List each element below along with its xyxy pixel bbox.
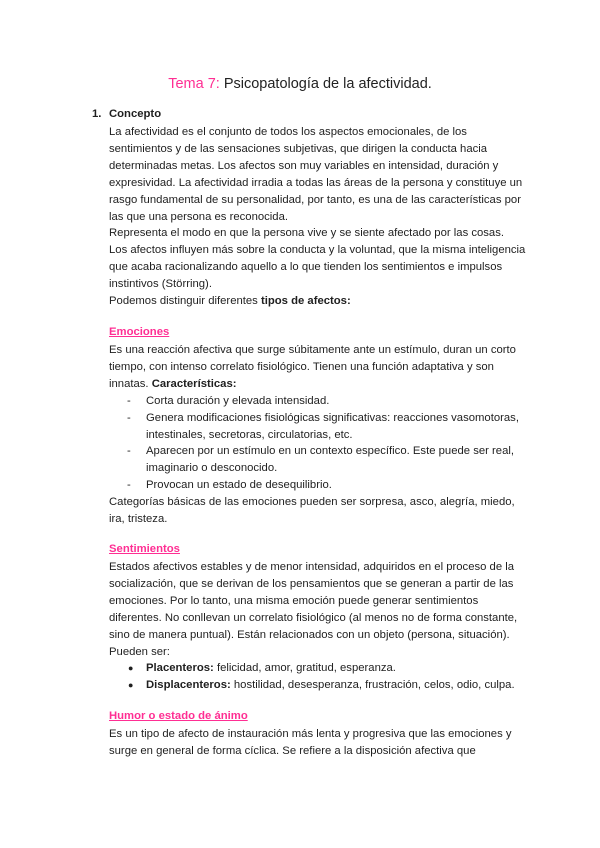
dash-marker: - [127, 394, 131, 407]
emociones-body [109, 342, 529, 528]
emociones-intro [109, 342, 529, 393]
dash-marker: - [127, 445, 131, 458]
concepto-paragraph-3: Los afectos influyen más sobre la conducta y la voluntad, que la misma inteligencia que acaba racionalizando aquello a lo que tienden los sentimientos e impulsos instintivos (Störring). [109, 244, 526, 291]
concepto-paragraph-2: Representa el modo en que la persona vive y se siente afectado por las cosas. [109, 227, 504, 240]
list-item-text: Corta duración y elevada intensidad. [146, 394, 330, 407]
list-item [109, 393, 529, 410]
list-item [109, 477, 529, 494]
list-item-text: Genera modificaciones fisiológicas significativas: reacciones vasomotoras, intestinales, secretoras, circulatorias, etc. [146, 411, 519, 441]
dash-marker: - [127, 411, 131, 424]
humor-heading: Humor o estado de ánimo [109, 710, 248, 722]
caracteristicas-label: Características: [151, 377, 237, 390]
emociones-list [109, 393, 529, 494]
emociones-heading: Emociones [109, 326, 170, 338]
section-heading: Concepto [109, 108, 162, 120]
list-item [109, 660, 529, 677]
bullet-dot-icon: ● [128, 663, 134, 674]
sentimientos-intro: Estados afectivos estables y de menor intensidad, adquiridos en el proceso de la socialización, que se derivan de los pensamientos que se generan a partir de las emociones. Por lo tanto, una misma emoción puede generar sentimientos diferentes. No conllevan un correlato fisiológico (al menos no de forma constante, sino de manera puntual). Están relacionados con un objeto (persona, situación). Pueden ser: [109, 561, 518, 658]
bullet-dot-icon: ● [128, 680, 134, 691]
list-item-text: Provocan un estado de desequilibrio. [146, 479, 332, 492]
list-item [109, 410, 529, 444]
page-title [0, 76, 600, 92]
sentimientos-body [109, 559, 529, 694]
title-prefix: Tema 7: [168, 76, 220, 92]
list-item-text: hostilidad, desesperanza, frustración, celos, odio, culpa. [230, 679, 515, 692]
list-item-text: felicidad, amor, gratitud, esperanza. [213, 662, 396, 675]
sentimientos-list [109, 660, 529, 694]
humor-body [109, 726, 529, 760]
concepto-paragraph-1: La afectividad es el conjunto de todos los aspectos emocionales, de los sentimientos y de las sensaciones subjetivas, que dirigen la conducta hacia determinadas metas. Los afectos son muy variables en intensidad, duración y expresividad. La afectividad irradia a todas las áreas de la persona y constituye un rasgo fundamental de su personalidad, por tanto, es una de las características por las que una persona es reconocida. [109, 126, 523, 223]
title-text: Psicopatología de la afectividad. [219, 76, 432, 92]
sentimientos-heading: Sentimientos [109, 543, 180, 555]
tipos-intro: Podemos distinguir diferentes [109, 295, 261, 308]
humor-intro: Es un tipo de afecto de instauración más lenta y progresiva que las emociones y surge en general de forma cíclica. Se refiere a la disposición afectiva que [109, 728, 512, 757]
list-item-label: Placenteros: [146, 662, 214, 675]
list-item-label: Displacenteros: [146, 679, 231, 692]
list-item [109, 677, 529, 694]
section-number: 1. [92, 108, 102, 120]
tipos-bold: tipos de afectos: [260, 295, 351, 308]
concepto-paragraph-4 [109, 293, 529, 310]
list-item [109, 443, 529, 477]
dash-marker: - [127, 479, 131, 492]
concepto-body [109, 124, 529, 310]
list-item-text: Aparecen por un estímulo en un contexto específico. Este puede ser real, imaginario o desconocido. [146, 445, 514, 475]
emociones-intro-text: Es una reacción afectiva que surge súbitamente ante un estímulo, duran un corto tiempo, con intenso correlato fisiológico. Tienen una función adaptativa y son innatas. [109, 344, 516, 390]
emociones-closing: Categorías básicas de las emociones pueden ser sorpresa, asco, alegría, miedo, ira, tristeza. [109, 496, 515, 526]
